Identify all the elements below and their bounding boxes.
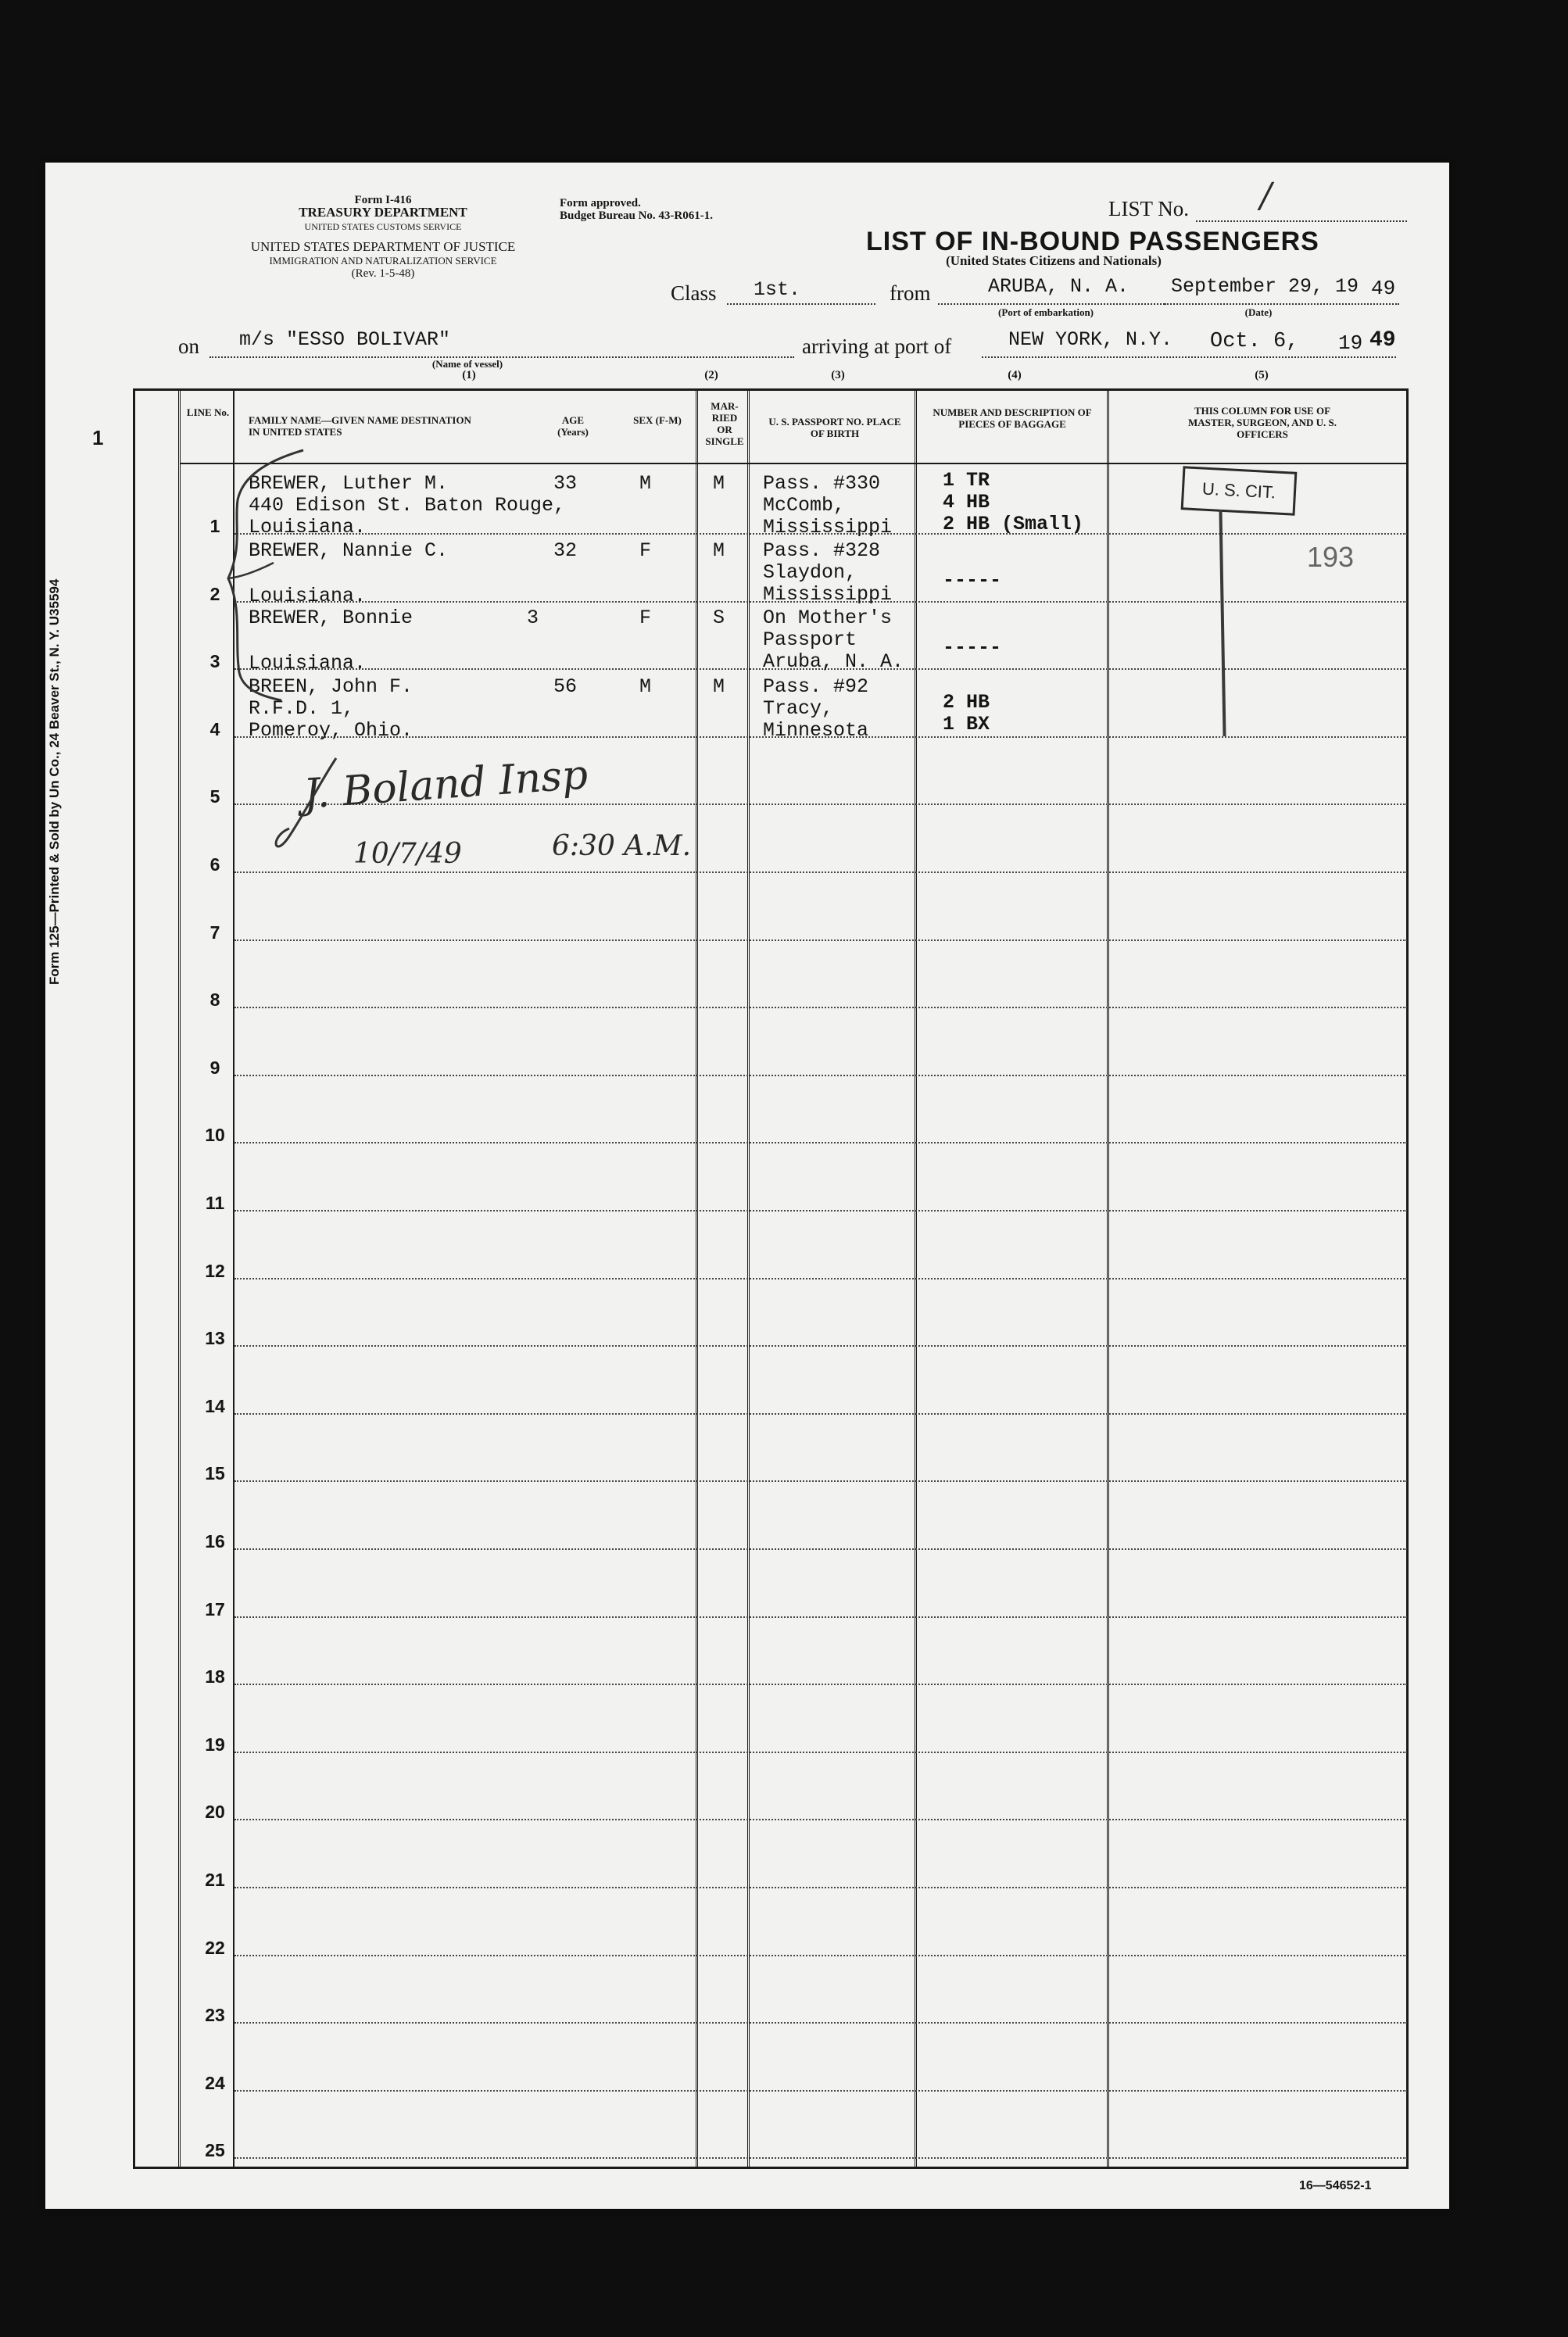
row-number: 9 — [209, 1057, 220, 1078]
passenger-marital: S — [713, 607, 725, 629]
row-number: 23 — [205, 2005, 225, 2026]
document-subtitle: (United States Citizens and Nationals) — [946, 253, 1162, 268]
passenger-birthplace: Mississippi — [763, 583, 893, 606]
row-number: 2 — [209, 583, 220, 604]
passenger-marital: M — [713, 675, 725, 698]
passenger-baggage: 1 TR — [943, 469, 990, 492]
col-number-3: (3) — [831, 369, 845, 381]
passenger-baggage: ----- — [943, 636, 1002, 659]
on-label: on — [178, 335, 199, 358]
passenger-name: BREWER, Luther M. — [249, 472, 449, 495]
passenger-name: BREEN, John F. — [249, 675, 413, 698]
row-line — [234, 2022, 1407, 2024]
passenger-baggage: 2 HB — [943, 691, 990, 714]
justice-dept: UNITED STATES DEPARTMENT OF JUSTICE — [250, 239, 516, 254]
passenger-destination: Louisiana. — [249, 585, 367, 607]
passenger-birthplace: Aruba, N. A. — [763, 650, 904, 673]
treasury-dept: TREASURY DEPARTMENT — [299, 205, 467, 220]
col-number-4: (4) — [1008, 369, 1022, 381]
row-number: 21 — [205, 1870, 225, 1890]
row-line — [234, 1210, 1407, 1211]
arrival-year: 49 — [1369, 328, 1396, 353]
passenger-baggage: 4 HB — [943, 491, 990, 514]
citizen-stamp — [1181, 466, 1298, 516]
list-no-line — [1196, 220, 1407, 222]
row-number: 24 — [205, 2072, 225, 2093]
arriving-label: arriving at port of — [802, 335, 952, 358]
row-number: 17 — [205, 1598, 225, 1619]
form-number: Form I-416 — [354, 194, 412, 206]
row-line — [234, 2157, 1407, 2159]
col-header-age: AGE (Years) — [557, 414, 589, 438]
passenger-sex: F — [639, 539, 652, 562]
row-line — [234, 939, 1407, 941]
passenger-passport: Pass. #92 — [763, 675, 869, 698]
row-number: 3 — [209, 651, 220, 672]
col-header-name: FAMILY NAME—GIVEN NAME DESTINATION IN UNITED STATES — [249, 414, 471, 438]
passenger-age: 33 — [553, 472, 578, 495]
port-caption: (Port of embarkation) — [997, 306, 1094, 318]
passenger-age: 32 — [553, 539, 578, 562]
passenger-destination: Louisiana. — [249, 652, 367, 675]
arrival-year-prefix: 19 — [1338, 331, 1363, 355]
row-line — [234, 1684, 1407, 1685]
row-number: 18 — [205, 1666, 225, 1687]
row-number: 8 — [209, 990, 220, 1011]
col-header-passport: U. S. PASSPORT NO. PLACE OF BIRTH — [768, 416, 901, 439]
arrival-date: Oct. 6, — [1210, 330, 1299, 353]
printer-side-text: Form 125—Printed & Sold by Un Co., 24 Beaver St., N. Y. U35594 — [47, 578, 62, 985]
stamp-number: 193 — [1307, 541, 1355, 573]
class-value: 1st. — [754, 278, 801, 301]
row-line — [234, 1075, 1407, 1076]
row-line — [234, 1278, 1407, 1279]
list-no-label: LIST No. — [1108, 197, 1190, 220]
row-line — [234, 1887, 1407, 1888]
departure-year: 49 — [1371, 277, 1396, 300]
passenger-baggage: 2 HB (Small) — [943, 513, 1084, 535]
form-revision: (Rev. 1-5-48) — [351, 267, 415, 280]
row-number: 16 — [205, 1531, 225, 1551]
passenger-destination: 440 Edison St. Baton Rouge, — [249, 494, 566, 517]
row-number: 6 — [209, 854, 220, 875]
row-line — [234, 1819, 1407, 1820]
form-approved: Form approved. — [560, 197, 641, 209]
passenger-passport: Pass. #328 — [763, 539, 881, 562]
passenger-birthplace: McComb, — [763, 494, 846, 517]
row-number: 4 — [209, 718, 220, 739]
row-number: 15 — [205, 1463, 225, 1484]
from-value: ARUBA, N. A. — [988, 275, 1129, 298]
col-number-2: (2) — [704, 369, 718, 381]
passenger-passport: Pass. #330 — [763, 472, 881, 495]
passenger-marital: M — [713, 472, 725, 495]
row-number: 12 — [205, 1260, 225, 1281]
date-caption: (Date) — [1244, 306, 1273, 318]
passenger-name: BREWER, Nannie C. — [249, 539, 449, 562]
row-number: 13 — [205, 1328, 225, 1349]
row-line — [234, 1955, 1407, 1956]
col-number-5: (5) — [1255, 369, 1269, 381]
passenger-destination: Louisiana. — [249, 516, 367, 539]
col-header-officers: THIS COLUMN FOR USE OF MASTER, SURGEON, AND U. S. OFFICERS — [1188, 405, 1337, 440]
departure-date: September 29, 19 — [1171, 275, 1359, 298]
row-number: 20 — [205, 1802, 225, 1823]
row-number: 25 — [205, 2140, 225, 2161]
arrival-port: NEW YORK, N.Y. — [1008, 328, 1173, 351]
passenger-sex: M — [639, 675, 652, 698]
class-label: Class — [671, 281, 717, 305]
passenger-birthplace: Tracy, — [763, 697, 834, 720]
passenger-birthplace: Slaydon, — [763, 561, 857, 584]
row-line — [234, 1480, 1407, 1482]
footer-code: 16—54652-1 — [1299, 2179, 1372, 2192]
date-line — [1165, 303, 1399, 305]
row-line — [234, 1616, 1407, 1618]
inspector-signature: J. Boland Insp — [302, 751, 589, 818]
vessel-caption: (Name of vessel) — [431, 358, 503, 370]
inspection-time: 6:30 A.M. — [552, 830, 692, 862]
margin-number: 1 — [92, 426, 104, 449]
passenger-birthplace: Minnesota — [763, 719, 869, 742]
ins-service: IMMIGRATION AND NATURALIZATION SERVICE — [269, 255, 497, 267]
list-no-value: / — [1260, 176, 1272, 216]
row-number: 5 — [209, 786, 220, 807]
row-number: 11 — [205, 1193, 225, 1213]
passenger-birthplace: Passport — [763, 628, 857, 651]
row-line — [234, 1752, 1407, 1753]
family-brace-mark — [211, 446, 313, 711]
col-header-baggage: NUMBER AND DESCRIPTION OF PIECES OF BAGGAGE — [933, 406, 1092, 430]
customs-service: UNITED STATES CUSTOMS SERVICE — [304, 221, 462, 232]
col-header-line: LINE No. — [186, 406, 230, 418]
class-line — [727, 303, 875, 305]
passenger-destination: R.F.D. 1, — [249, 697, 355, 720]
from-line — [938, 303, 1165, 305]
vessel-name: m/s "ESSO BOLIVAR" — [239, 328, 451, 351]
row-line — [234, 1345, 1407, 1347]
row-line — [234, 871, 1407, 873]
row-number: 1 — [209, 516, 220, 536]
passenger-sex: M — [639, 472, 652, 495]
row-line — [234, 2090, 1407, 2092]
row-number: 10 — [205, 1125, 225, 1146]
row-line — [234, 1413, 1407, 1415]
row-line — [234, 1548, 1407, 1550]
document-title: LIST OF IN-BOUND PASSENGERS — [866, 227, 1319, 256]
col-number-1: (1) — [462, 369, 476, 381]
passenger-baggage: 1 BX — [943, 713, 990, 735]
row-line — [234, 1142, 1407, 1143]
arrival-line — [982, 356, 1396, 358]
passenger-birthplace: Mississippi — [763, 516, 893, 539]
row-number: 22 — [205, 1937, 225, 1958]
signature-flourish — [266, 750, 360, 875]
budget-bureau: Budget Bureau No. 43-R061-1. — [560, 209, 713, 222]
passenger-name: BREWER, Bonnie — [249, 607, 413, 629]
row-number: 14 — [205, 1395, 225, 1416]
col-header-sex: SEX (F-M) — [633, 414, 682, 426]
passenger-sex: F — [639, 607, 652, 629]
passenger-passport: On Mother's — [763, 607, 893, 629]
passenger-age: 56 — [553, 675, 578, 698]
row-line — [234, 1007, 1407, 1008]
row-number: 19 — [205, 1734, 225, 1755]
inspection-date: 10/7/49 — [353, 838, 462, 870]
row-number: 7 — [209, 922, 220, 943]
passenger-destination: Pomeroy, Ohio. — [249, 719, 413, 742]
col-header-married: MAR- RIED OR SINGLE — [705, 400, 744, 447]
from-label: from — [890, 281, 931, 305]
passenger-baggage: ----- — [943, 569, 1002, 592]
passenger-age: 3 — [527, 607, 539, 629]
citizen-stamp-text: U. S. CIT. — [1201, 478, 1276, 503]
passenger-marital: M — [713, 539, 725, 562]
